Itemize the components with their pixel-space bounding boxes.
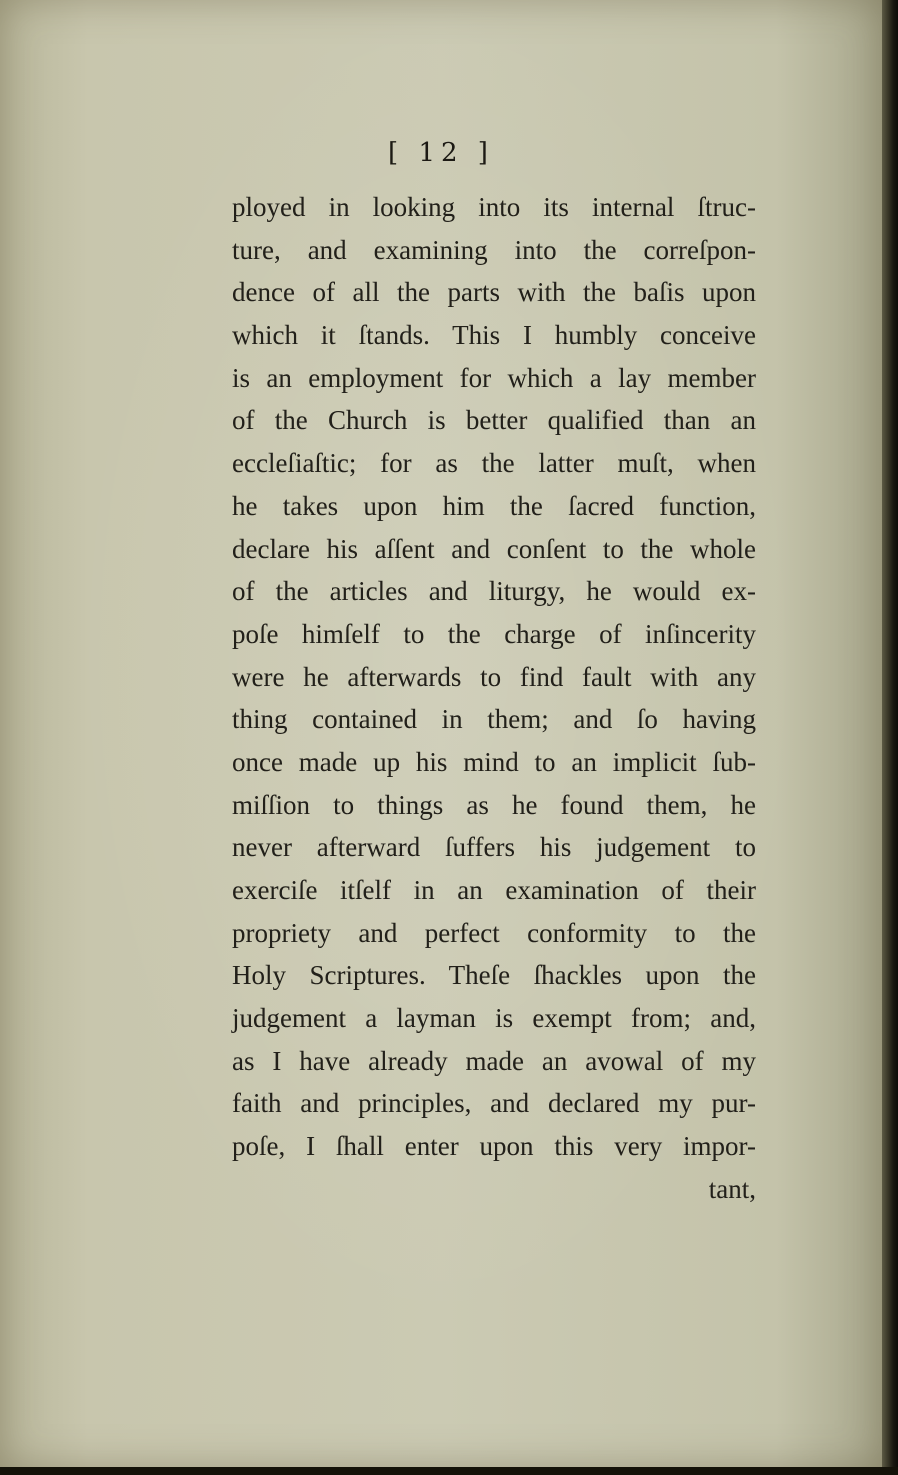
text-line: miſſion to things as he found them, he	[232, 789, 756, 820]
text-line: propriety and perfect conformity to the	[232, 917, 756, 948]
text-line: he takes upon him the ſacred function,	[232, 490, 756, 521]
page-bottom-edge	[0, 1467, 898, 1475]
text-line: faith and principles, and declared my pur-	[232, 1088, 756, 1119]
text-line: poſe, I ſhall enter upon this very impor-	[232, 1131, 756, 1162]
text-line: dence of all the parts with the baſis upon	[232, 277, 756, 308]
text-line: eccleſiaſtic; for as the latter muſt, when	[232, 448, 756, 479]
text-line: as I have already made an avowal of my	[232, 1045, 756, 1076]
text-line: of the articles and liturgy, he would ex-	[232, 576, 756, 607]
text-line: poſe himſelf to the charge of inſincerity	[232, 618, 756, 649]
text-line: judgement a layman is exempt from; and,	[232, 1003, 756, 1034]
text-line: exerciſe itſelf in an examination of their	[232, 875, 756, 905]
page-number-header: [ 12 ]	[388, 138, 494, 168]
text-line: once made up his mind to an implicit ſub-	[232, 746, 756, 777]
text-line: ployed in looking into its internal ſtruc-	[232, 192, 756, 222]
text-line: thing contained in them; and ſo having	[232, 704, 756, 735]
text-line: Holy Scriptures. Theſe ſhackles upon the	[232, 960, 756, 991]
text-line: ture, and examining into the correſpon-	[232, 234, 756, 265]
catchword: tant,	[708, 1173, 756, 1204]
text-line: never afterward ſuffers his judgement to	[232, 832, 756, 863]
body-text	[232, 186, 756, 1211]
text-line: is an employment for which a lay member	[232, 362, 756, 393]
text-line: which it ſtands. This I humbly conceive	[232, 320, 756, 351]
text-line: were he afterwards to find fault with any	[232, 661, 756, 692]
text-line: of the Church is better qualified than an	[232, 405, 756, 436]
page-edge-shadow	[882, 0, 898, 1475]
text-line: declare his aſſent and conſent to the whole	[232, 533, 756, 564]
